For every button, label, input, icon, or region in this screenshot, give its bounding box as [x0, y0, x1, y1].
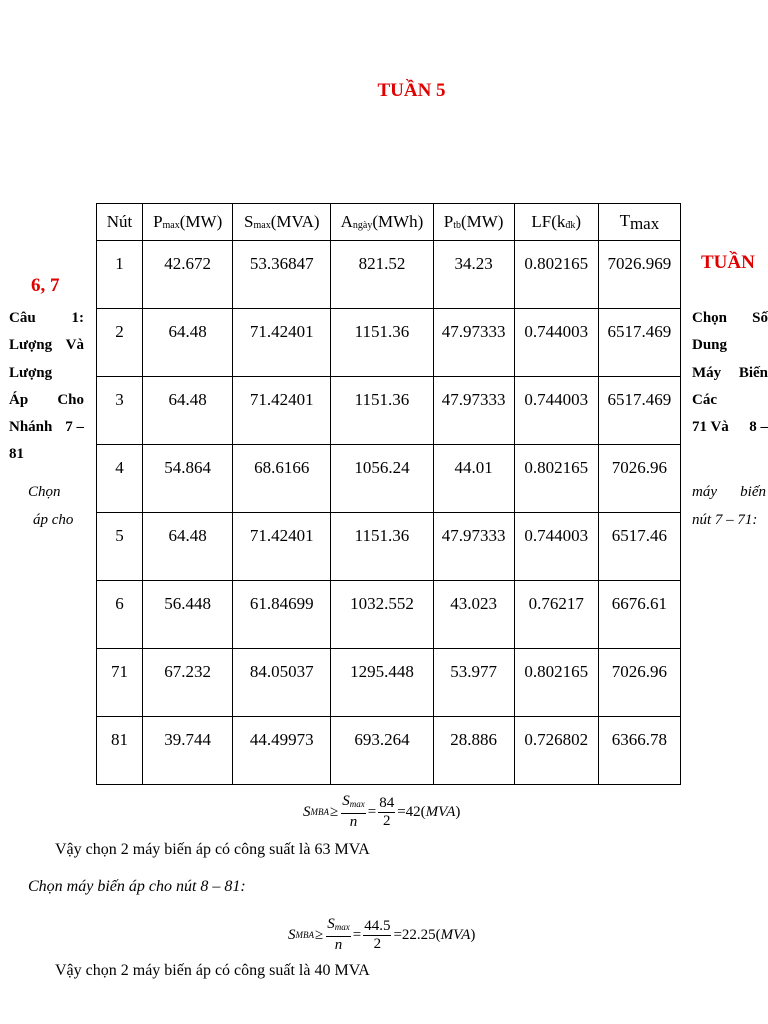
- table-cell: 53.977: [433, 649, 514, 717]
- table-cell: 53.36847: [233, 241, 331, 309]
- table-row: [97, 581, 681, 649]
- right-italic-2: nút 7 – 71:: [692, 512, 758, 528]
- table-cell: 5: [97, 513, 143, 581]
- header-ptb: Ptb(MW): [433, 204, 514, 241]
- table-row: [97, 309, 681, 377]
- table-cell: 6517.46: [598, 513, 680, 581]
- table-cell: 0.802165: [514, 241, 598, 309]
- left-line: Áp Cho: [9, 391, 84, 408]
- table-cell: 81: [97, 717, 143, 785]
- conclusion-2: Vậy chọn 2 máy biến áp có công suất là 40 MVA: [55, 962, 370, 979]
- left-side-text: [9, 305, 84, 469]
- table-cell: 1295.448: [331, 649, 433, 717]
- left-line: Lượng Và: [9, 337, 84, 354]
- table-cell: 1151.36: [331, 513, 433, 581]
- header-nut: Nút: [97, 204, 143, 241]
- table-cell: 6517.469: [598, 377, 680, 445]
- formula-fraction-values: $\frac{44.5}{2}$: [364, 917, 391, 952]
- right-line: Các: [692, 391, 717, 408]
- page-title: TUẦN 5: [377, 80, 446, 101]
- table-row: [97, 445, 681, 513]
- table-cell: 0.802165: [514, 649, 598, 717]
- table-cell: 64.48: [143, 309, 233, 377]
- table-cell: 0.744003: [514, 513, 598, 581]
- table-cell: 34.23: [433, 241, 514, 309]
- right-side-text: [692, 305, 768, 441]
- table-row: [97, 649, 681, 717]
- header-pmax: Pmax(MW): [143, 204, 233, 241]
- right-italic-1: máy biến: [692, 484, 766, 500]
- formula-fraction: $\frac{Smax}{n}$: [327, 916, 350, 953]
- table-cell: 71: [97, 649, 143, 717]
- table-cell: 0.726802: [514, 717, 598, 785]
- table-cell: 2: [97, 309, 143, 377]
- table-cell: 6676.61: [598, 581, 680, 649]
- table-cell: 6517.469: [598, 309, 680, 377]
- right-line: Máy Biến: [692, 364, 768, 381]
- table-cell: 693.264: [331, 717, 433, 785]
- table-cell: 47.97333: [433, 377, 514, 445]
- left-line: Câu 1:: [9, 310, 84, 326]
- table-cell: 56.448: [143, 581, 233, 649]
- table-cell: 28.886: [433, 717, 514, 785]
- section-heading-nut-8-81: Chọn máy biến áp cho nút 8 – 81:: [28, 878, 246, 895]
- table-cell: 71.42401: [233, 377, 331, 445]
- header-lf: LF(kđk): [514, 204, 598, 241]
- table-header-row: [97, 204, 681, 241]
- header-angay: Angày(MWh): [331, 204, 433, 241]
- table-row: [97, 241, 681, 309]
- table-cell: 6366.78: [598, 717, 680, 785]
- left-line: Nhánh 7 –: [9, 419, 84, 436]
- left-italic-1: Chọn: [28, 484, 61, 500]
- load-data-table: [96, 203, 681, 785]
- formula-nut-7-71: S MBA ≥ $\frac{Smax}{n}$ = $\frac{84}{2}$ = 42 ( MVA ): [303, 793, 461, 830]
- table-cell: 47.97333: [433, 309, 514, 377]
- formula-nut-8-81: S MBA ≥ $\frac{Smax}{n}$ = $\frac{44.5}{2}$ = 22.25 ( MVA ): [288, 916, 476, 953]
- table-cell: 1032.552: [331, 581, 433, 649]
- left-italic-2: áp cho: [33, 512, 74, 528]
- conclusion-1: Vậy chọn 2 máy biến áp có công suất là 63 MVA: [55, 841, 370, 858]
- right-line: 71 Và 8 –: [692, 419, 768, 436]
- table-cell: 4: [97, 445, 143, 513]
- table-cell: 44.49973: [233, 717, 331, 785]
- left-week-label: 6, 7: [31, 275, 60, 296]
- table-row: [97, 377, 681, 445]
- table-cell: 43.023: [433, 581, 514, 649]
- header-tmax: Tmax: [598, 204, 680, 241]
- right-line: Chọn Số: [692, 310, 768, 326]
- table-cell: 47.97333: [433, 513, 514, 581]
- table-cell: 7026.96: [598, 445, 680, 513]
- table-row: [97, 717, 681, 785]
- table-cell: 0.744003: [514, 309, 598, 377]
- right-line: Dung: [692, 337, 728, 354]
- table-cell: 64.48: [143, 377, 233, 445]
- left-line: Lượng: [9, 364, 53, 381]
- table-cell: 7026.96: [598, 649, 680, 717]
- table-cell: 54.864: [143, 445, 233, 513]
- table-cell: 821.52: [331, 241, 433, 309]
- table-cell: 61.84699: [233, 581, 331, 649]
- table-cell: 67.232: [143, 649, 233, 717]
- table-cell: 0.744003: [514, 377, 598, 445]
- table-cell: 0.76217: [514, 581, 598, 649]
- table-cell: 0.802165: [514, 445, 598, 513]
- table-cell: 71.42401: [233, 513, 331, 581]
- table-cell: 1056.24: [331, 445, 433, 513]
- table-cell: 64.48: [143, 513, 233, 581]
- table-cell: 68.6166: [233, 445, 331, 513]
- table-cell: 7026.969: [598, 241, 680, 309]
- table-cell: 71.42401: [233, 309, 331, 377]
- table-cell: 44.01: [433, 445, 514, 513]
- right-week-label: TUẦN: [701, 252, 755, 273]
- formula-fraction-values: $\frac{84}{2}$: [379, 794, 395, 829]
- table-cell: 3: [97, 377, 143, 445]
- table-cell: 84.05037: [233, 649, 331, 717]
- table-cell: 39.744: [143, 717, 233, 785]
- table-cell: 42.672: [143, 241, 233, 309]
- header-smax: Smax(MVA): [233, 204, 331, 241]
- table-cell: 1151.36: [331, 309, 433, 377]
- table-cell: 6: [97, 581, 143, 649]
- formula-fraction: $\frac{Smax}{n}$: [342, 793, 365, 830]
- table-cell: 1151.36: [331, 377, 433, 445]
- table-cell: 1: [97, 241, 143, 309]
- table-row: [97, 513, 681, 581]
- left-line: 81: [9, 446, 24, 463]
